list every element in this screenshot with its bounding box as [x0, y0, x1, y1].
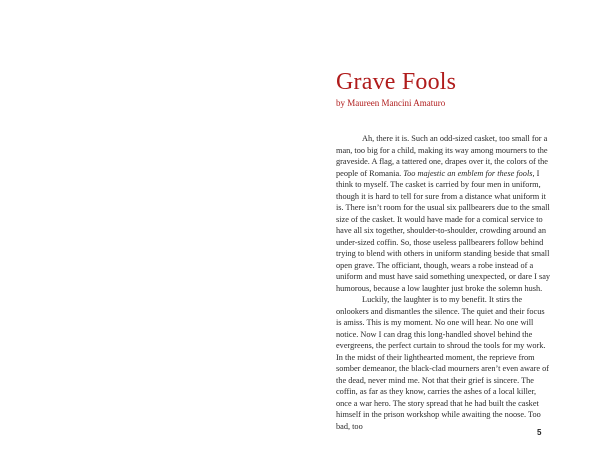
paragraph-1 [336, 133, 552, 294]
paragraph-2: Luckily, the laughter is to my benefit. It stirs the onlookers and dismantles the silence. The quiet and their focus is amiss. This is my moment. No one will hear. No one will notice. Now I can drag this long-handled shovel behind the evergreens, the perfect curtain to shroud the tools for my work. In the midst of their lighthearted moment, the reprieve from somber demeanor, the black-clad mourners aren’t even aware of the dead, never mind me. Not that their grief is sincere. The coffin, as far as they know, carries the ashes of a local killer, once a war hero. The story spread that he had built the casket himself in the prison workshop while awaiting the noose. Too bad, too [336, 295, 550, 431]
story-byline: by Maureen Mancini Amaturo [336, 98, 446, 108]
story-column [336, 68, 552, 432]
paragraph-1-italic-phrase: Too majestic an emblem for these fools [403, 168, 533, 178]
paragraph-1-text-start: Ah, there it is. Such an odd-sized casket, too small for a man, too big for a child, making its way among mourners to the graveside. A flag, a tattered one, drapes over it, the colors of the people of Romania. [336, 134, 548, 178]
paragraph-1-text-end: , I think to myself. The casket is carried by four men in uniform, though it is hard to tell for sure from a distance what uniform it is. There isn’t room for the usual six pallbearers due to the small size of the casket. It would have made for a comical service to have all six together, shoulder-to-shoulder, crowding around an under-sized coffin. So, those useless pallbearers follow behind trying to blend with others in uniform standing beside that small open grave. The officiant, though, wears a robe instead of a uniform and must have said something unexpected, or dare I say humorous, because a low laughter just broke the solemn hush. [336, 168, 551, 293]
story-body [336, 133, 552, 432]
page-number: 5 [537, 428, 542, 437]
story-title: Grave Fools [336, 69, 457, 95]
